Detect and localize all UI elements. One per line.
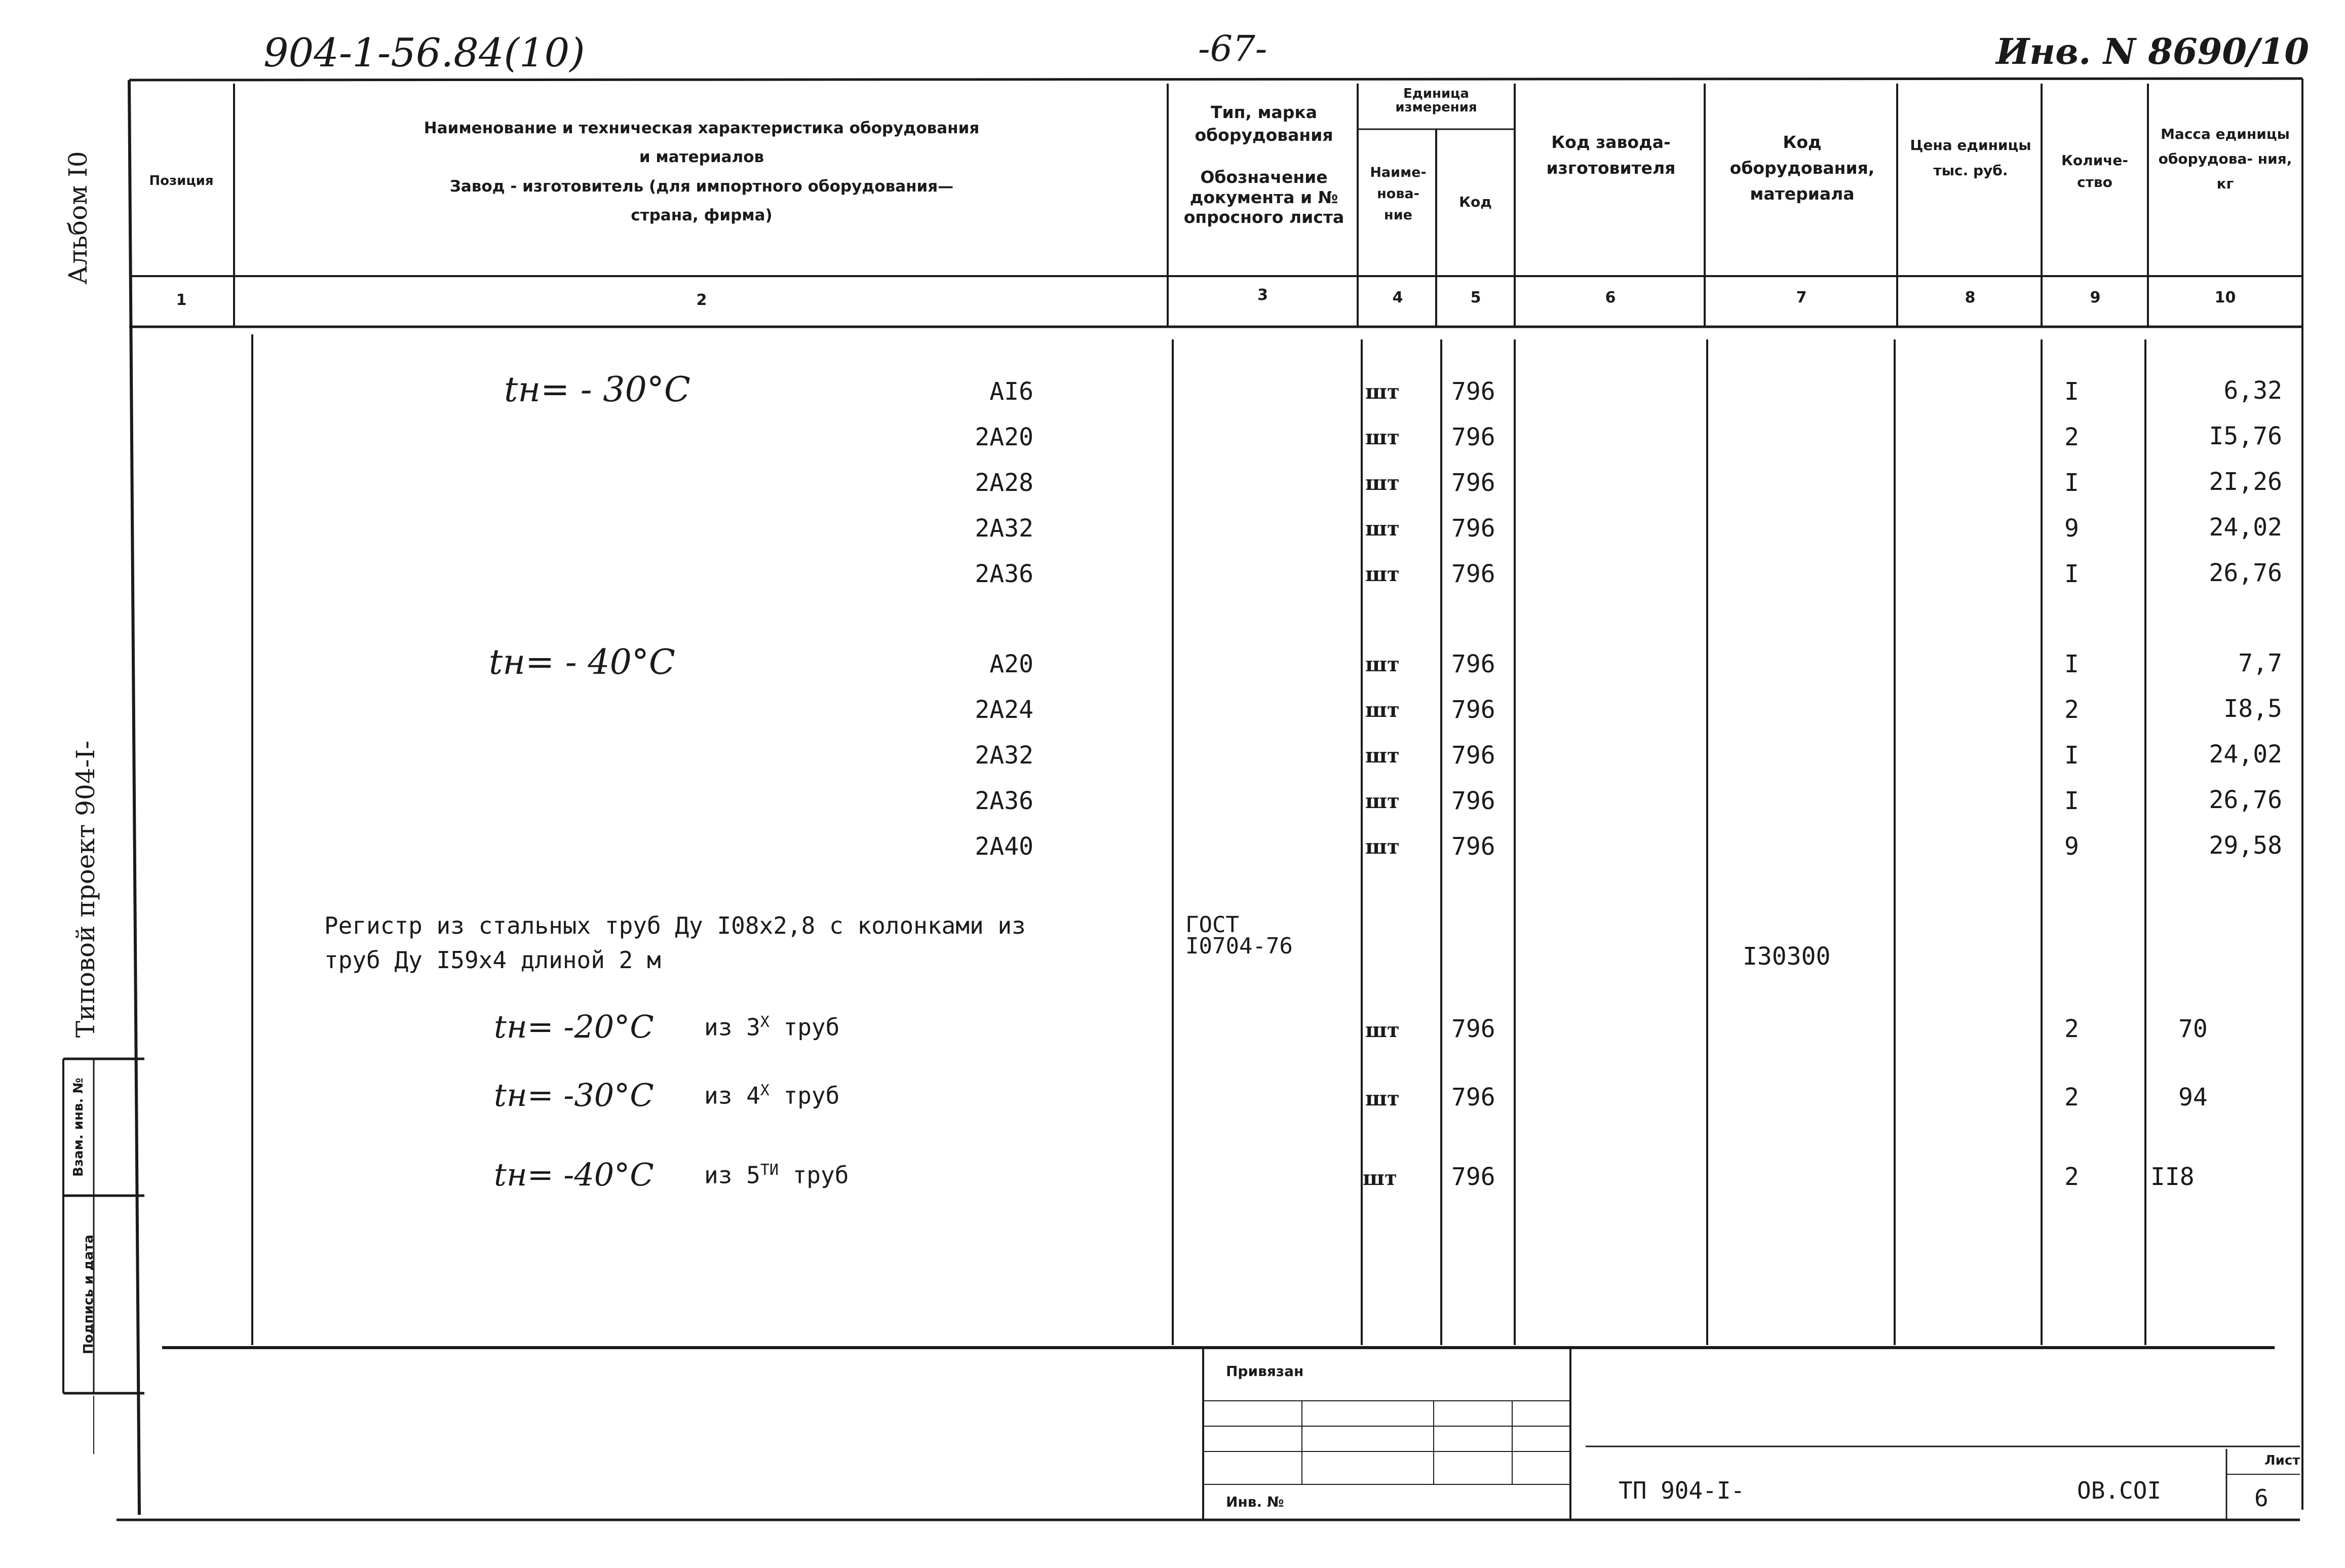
page-number: -67- [1198, 28, 1267, 69]
header-unit-code: Код [1459, 194, 1492, 210]
row-qty: 2 [2064, 423, 2079, 451]
col-number-4: 4 [1392, 289, 1403, 307]
row-code: 796 [1451, 469, 1495, 497]
register-row-label: tн= -20°С [494, 1008, 654, 1045]
row-unit: шт [1365, 835, 1400, 859]
row-qty: 2 [2064, 1015, 2079, 1043]
row-unit: шт [1365, 426, 1400, 449]
row-unit: шт [1365, 1087, 1400, 1111]
album-label: Альбом I0 [63, 151, 93, 285]
register-row-desc [704, 1013, 839, 1041]
gost-line1: ГОСТ [1185, 912, 1239, 938]
material-code: I30300 [1743, 942, 1831, 971]
register-row-label: tн= -30°С [494, 1077, 654, 1114]
header-designation: Обозначение документа и № опросного листа [1183, 167, 1344, 227]
col-number-9: 9 [2090, 289, 2101, 307]
register-row-desc [704, 1082, 839, 1109]
register-row-desc-sup: Х [760, 1082, 770, 1099]
row-unit: шт [1365, 789, 1400, 813]
stamp-document: ТП 904-I- [1619, 1477, 1745, 1504]
project-label: Типовой проект 904-I- [71, 740, 100, 1038]
row-mass: 6,32 [2223, 376, 2282, 405]
row-unit: шт [1365, 380, 1400, 404]
row-mark: 2A20 [975, 423, 1033, 451]
register-row-desc-tail: труб [792, 1161, 849, 1189]
row-unit: шт [1365, 517, 1400, 541]
row-mark: 2A24 [975, 696, 1033, 724]
row-mark: 2A40 [975, 832, 1033, 861]
group-label-40: tн= - 40°С [489, 642, 675, 682]
row-qty: I [2064, 469, 2079, 497]
register-row-desc-text: из 4 [704, 1082, 760, 1110]
row-mark: 2A32 [975, 741, 1033, 770]
stamp-list-number: 6 [2254, 1484, 2269, 1512]
row-qty: I [2064, 650, 2079, 678]
col-number-6: 6 [1605, 289, 1616, 307]
header-name-line2: и материалов [639, 148, 764, 167]
header-maker-code: Код завода- изготовителя [1546, 132, 1676, 178]
col-number-5: 5 [1470, 289, 1481, 307]
row-unit: шт [1365, 562, 1400, 586]
row-mass: 26,76 [2209, 786, 2282, 814]
row-mass: I5,76 [2209, 422, 2282, 450]
row-qty: I [2064, 377, 2079, 406]
row-qty: I [2064, 741, 2079, 770]
row-mass: 7,7 [2238, 649, 2282, 677]
row-mass: II8 [2150, 1163, 2195, 1191]
row-mark: 2A28 [975, 469, 1033, 497]
row-code: 796 [1451, 741, 1495, 770]
row-mass: 24,02 [2209, 740, 2282, 769]
gost-line2: I0704-76 [1185, 933, 1293, 959]
stamp-sheet-code: ОВ.СОI [2077, 1477, 2162, 1504]
header-position: Позиция [149, 173, 214, 188]
register-description-line1: Регистр из стальных труб Ду I08х2,8 с колонками из [324, 912, 1026, 939]
col-number-10: 10 [2214, 289, 2236, 307]
row-code: 796 [1451, 787, 1495, 815]
col-number-3: 3 [1257, 286, 1268, 304]
header-name-line3: Завод - изготовитель (для импортного оборудования— [449, 177, 954, 196]
row-code: 796 [1451, 514, 1495, 543]
header-price: Цена единицы тыс. руб. [1910, 137, 2031, 179]
row-unit: шт [1365, 471, 1400, 495]
header-quantity: Количе- ство [2061, 152, 2129, 191]
row-mass: 94 [2178, 1083, 2208, 1112]
row-unit: шт [1365, 1018, 1400, 1042]
stamp-inv-no: Инв. № [1226, 1494, 1284, 1510]
col-number-2: 2 [696, 291, 707, 309]
row-code: 796 [1451, 560, 1495, 588]
row-unit: шт [1365, 653, 1400, 676]
row-qty: 2 [2064, 1163, 2079, 1191]
row-mark: A20 [989, 650, 1033, 678]
row-unit: шт [1365, 744, 1400, 768]
register-description-line2: труб Ду I59х4 длиной 2 м [324, 946, 661, 974]
row-mass: 29,58 [2209, 831, 2282, 860]
header-mass: Масса единицы оборудова- ния, кг [2158, 126, 2292, 192]
header-unit-group: Единица измерения [1395, 86, 1477, 116]
register-row-desc-tail: труб [783, 1082, 840, 1110]
row-code: 796 [1451, 423, 1495, 451]
header-material-code: Код оборудования, материала [1729, 132, 1875, 204]
row-mark: AI6 [989, 377, 1033, 406]
row-mass: 2I,26 [2209, 468, 2282, 496]
row-qty: 2 [2064, 1083, 2079, 1112]
row-qty: I [2064, 560, 2079, 588]
row-unit: шт [1363, 1166, 1397, 1190]
register-row-desc-text: из 3 [704, 1013, 760, 1041]
register-row-desc [704, 1161, 849, 1189]
register-row-desc-text: из 5 [704, 1161, 760, 1189]
register-row-label: tн= -40°С [494, 1156, 654, 1193]
header-unit-name: Наиме- нова- ние [1370, 165, 1427, 223]
col-number-1: 1 [176, 291, 187, 309]
header-type: Тип, марка оборудования [1195, 102, 1333, 145]
row-code: 796 [1451, 832, 1495, 861]
group-label-30: tн= - 30°С [504, 370, 690, 410]
row-qty: 9 [2064, 832, 2079, 861]
register-row-desc-sup: Х [760, 1013, 770, 1031]
col-number-7: 7 [1796, 289, 1807, 307]
header-name-line4: страна, фирма) [631, 206, 773, 225]
header-name-line1: Наименование и техническая характеристика оборудования [424, 119, 980, 137]
row-mass: 70 [2178, 1015, 2208, 1043]
header-name [238, 114, 1165, 230]
row-code: 796 [1451, 650, 1495, 678]
row-code: 796 [1451, 1083, 1495, 1112]
vzam-inv-label: Взам. инв. № [71, 1078, 86, 1177]
row-code: 796 [1451, 696, 1495, 724]
row-mark: 2A36 [975, 560, 1033, 588]
register-row-desc-tail: труб [783, 1013, 840, 1041]
col-number-8: 8 [1965, 289, 1976, 307]
row-code: 796 [1451, 1163, 1495, 1191]
row-mass: I8,5 [2223, 695, 2282, 723]
row-unit: шт [1365, 698, 1400, 722]
stamp-privyazan: Привязан [1226, 1363, 1304, 1380]
podpis-data-label: Подпись и дата [81, 1234, 96, 1355]
row-qty: I [2064, 787, 2079, 815]
row-mark: 2A32 [975, 514, 1033, 543]
row-mass: 26,76 [2209, 559, 2282, 587]
register-row-desc-sup: ТИ [760, 1161, 779, 1179]
inventory-number: Инв. N 8690/10 [1996, 30, 2310, 72]
row-qty: 2 [2064, 696, 2079, 724]
row-mark: 2A36 [975, 787, 1033, 815]
row-qty: 9 [2064, 514, 2079, 543]
row-mass: 24,02 [2209, 513, 2282, 542]
document-code: 904-1-56.84(10) [263, 30, 585, 76]
row-code: 796 [1451, 377, 1495, 406]
row-code: 796 [1451, 1015, 1495, 1043]
stamp-list-label: Лист [2264, 1453, 2300, 1468]
